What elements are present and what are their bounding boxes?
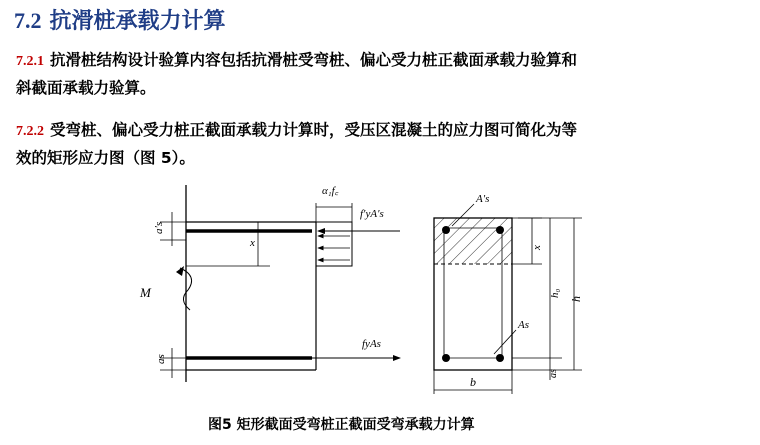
label-a-s-right: as bbox=[548, 369, 559, 378]
label-x-right: x bbox=[531, 245, 543, 250]
label-M: M bbox=[140, 285, 151, 300]
section-title-text: 抗滑桩承载力计算 bbox=[49, 8, 226, 34]
rebar-top-left bbox=[442, 226, 450, 234]
label-fy-prime-As-prime: f′yA′s bbox=[360, 208, 384, 220]
clause-text-line2: 效的矩形应力图（图 5）。 bbox=[16, 149, 195, 167]
label-b: b bbox=[470, 375, 476, 389]
rebar-bottom-right bbox=[496, 354, 504, 362]
label-h0: h₀ bbox=[549, 288, 561, 298]
clause-text-line2: 斜截面承载力验算。 bbox=[16, 79, 156, 97]
section-number: 7.2 bbox=[14, 8, 42, 33]
figure-caption: 图5 矩形截面受弯桩正截面受弯承载力计算 bbox=[208, 417, 475, 433]
stress-diagram bbox=[139, 185, 400, 382]
label-fy-As: fyAs bbox=[362, 338, 381, 350]
label-A-prime-s: A′s bbox=[476, 193, 490, 205]
cross-section bbox=[434, 193, 583, 394]
clause-text-line1: 受弯桩、偏心受力桩正截面承载力计算时，受压区混凝土的应力图可简化为等 bbox=[50, 121, 578, 139]
label-alpha-fc: α₁f꜀ bbox=[322, 185, 339, 197]
clause-text-line1: 抗滑桩结构设计验算内容包括抗滑桩受弯桩、偏心受力桩正截面承载力验算和 bbox=[50, 51, 578, 69]
rebar-bottom-left bbox=[442, 354, 450, 362]
rebar-top-right bbox=[496, 226, 504, 234]
label-x-left: x bbox=[250, 237, 255, 249]
label-a-prime-s: a′s bbox=[153, 221, 165, 234]
clause-number: 7.2.1 bbox=[16, 54, 44, 69]
label-A-s: As bbox=[518, 319, 529, 331]
label-h: h bbox=[569, 296, 583, 302]
label-a-s: as bbox=[155, 354, 167, 364]
clause-number: 7.2.2 bbox=[16, 124, 44, 139]
